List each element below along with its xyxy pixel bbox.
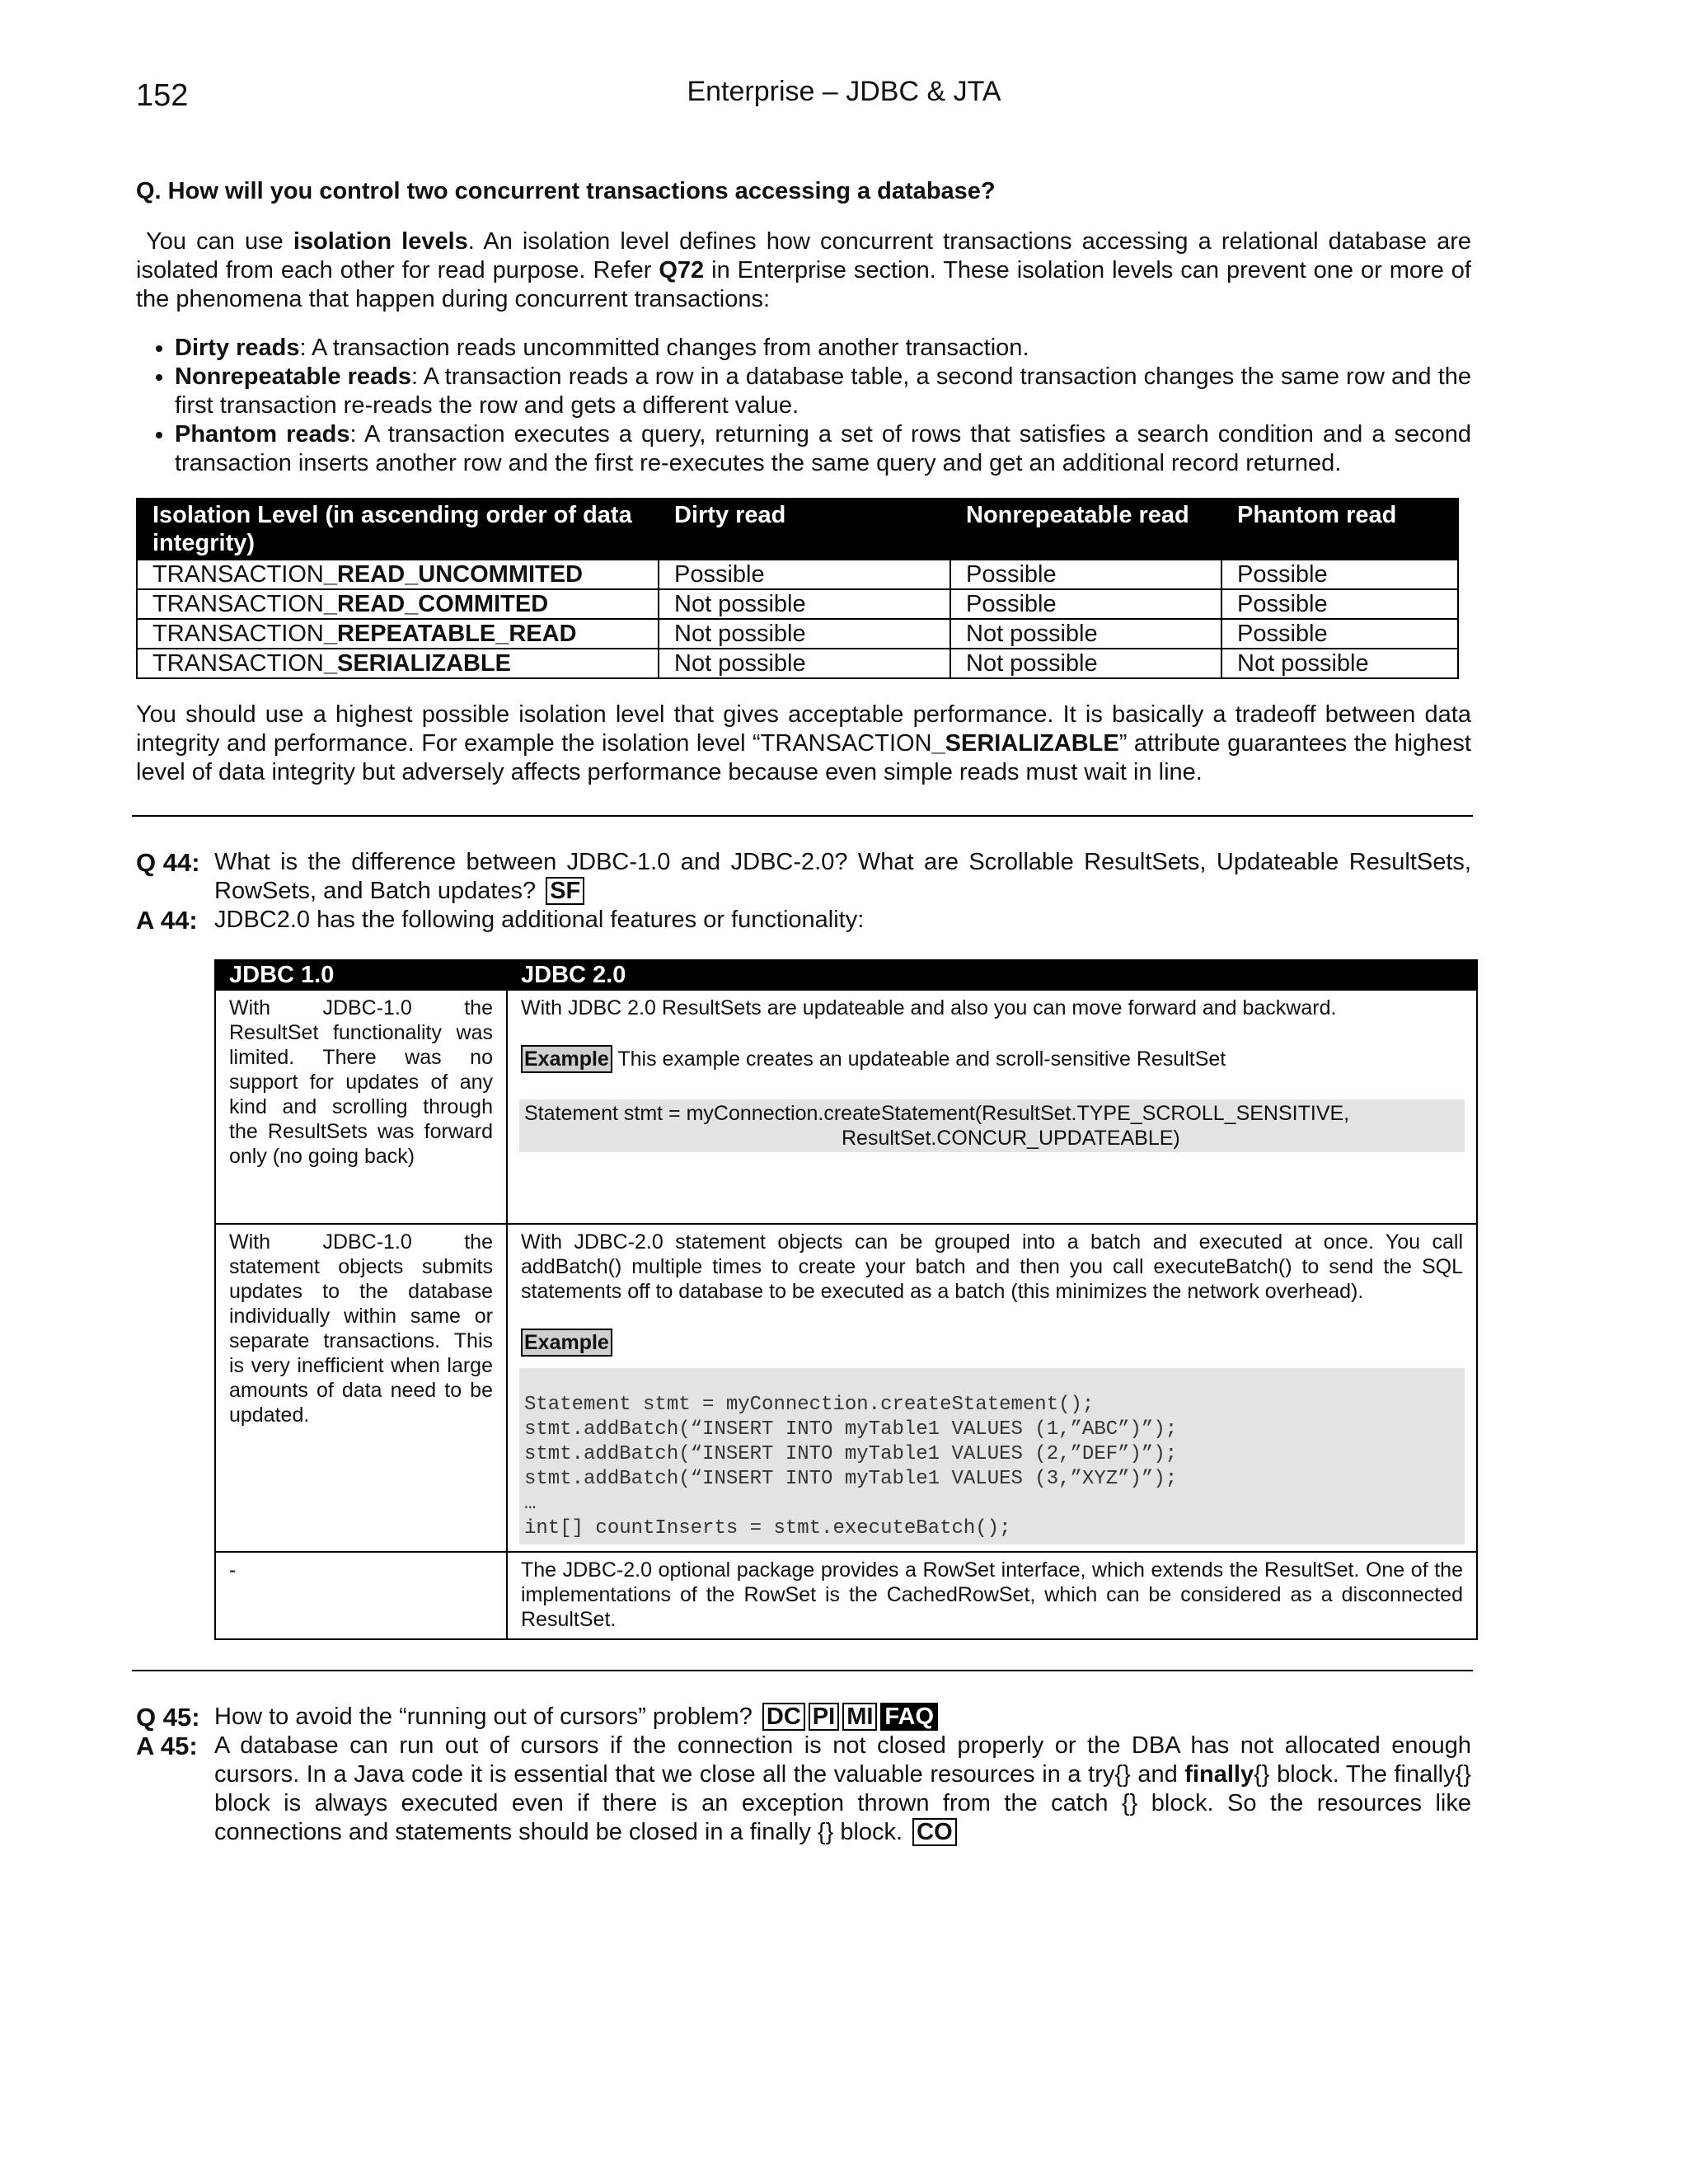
q45-question: Q 45: How to avoid the “running out of cursors” problem? DC PI MI FAQ [136, 1703, 1471, 1732]
co-tag: CO [912, 1818, 957, 1846]
q44-answer: A 44: JDBC2.0 has the following additional features or functionality: [136, 906, 865, 935]
table-row: With JDBC-1.0 the ResultSet functionality was limited. There was no support for updates of any kind and scrolling through the ResultSets was forward only (no going back) With JDBC 2.0 ResultSets are updateable and also you can move forward and backward. Example This example creates an updateable and scroll-sensitive ResultSet Statement stmt = myConnection.createStatement(ResultSet.TYPE_SCROLL_SENSITIVE, ResultSet.CONCUR_UPDATEABLE) [215, 990, 1477, 1224]
isolation-levels-term: isolation levels [293, 228, 468, 255]
table-row: With JDBC-1.0 the statement objects submits updates to the database individually within same or separate transactions. This is very inefficient when large amounts of data need to be updated. With JDBC-2.0 statement objects can be grouped into a batch and executed at once. You call addBatch() multiple times to create your batch and then you call executeBatch() to send the SQL statements off to database to be executed as a batch (this minimizes the network overhead). Example Statement stmt = myConnection.createStatement(); stmt.addBatch(“INSERT INTO myTable1 VALUES (1,”ABC”)”); stmt.addBatch(“INSERT INTO myTable1 VALUES (2,”DEF”)”); stmt.addBatch(“INSERT INTO myTable1 VALUES (3,”XYZ”)”); … int[] countInserts = stmt.executeBatch(); [215, 1224, 1477, 1552]
q44-question: Q 44: What is the difference between JDBC-1.0 and JDBC-2.0? What are Scrollable ResultSets, Updateable ResultSets, RowSets, and Batch updates? SF [136, 848, 1471, 904]
phenomena-list [136, 334, 1471, 478]
section-divider [132, 1670, 1473, 1671]
list-item: • Nonrepeatable reads: A transaction reads a row in a database table, a second transaction changes the same row and the first transaction re-reads the row and gets a different value. [175, 363, 1471, 420]
code-block: Statement stmt = myConnection.createStatement(); stmt.addBatch(“INSERT INTO myTable1 VALUES (1,”ABC”)”); stmt.addBatch(“INSERT INTO myTable1 VALUES (2,”DEF”)”); stmt.addBatch(“INSERT INTO myTable1 VALUES (3,”XYZ”)”); … int[] countInserts = stmt.executeBatch(); [519, 1368, 1465, 1544]
isolation-intro: You can use isolation levels. An isolation level defines how concurrent transactions accessing a relational database are isolated from each other for read purpose. Refer Q72 in Enterprise section. These isolation levels can prevent one or more of the phenomena that happen during concurrent transactions: [136, 228, 1471, 312]
pi-tag: PI [809, 1703, 839, 1731]
q45-answer: A 45: A database can run out of cursors if the connection is not closed properly or the DBA has not allocated enough cursors. In a Java code it is essential that we close all the valuable resources in a try{} and finally{} block. The finally{} block is always executed even if there is an exception thrown from the catch {} block. So the resources like connections and statements should be closed in a finally {} block. CO [136, 1732, 1471, 1845]
page-content [136, 177, 1471, 1847]
isolation-conclusion: You should use a highest possible isolation level that gives acceptable performance. It is basically a tradeoff between data integrity and performance. For example the isolation level “TRANSACTION_SERIALIZABLE” attribute guarantees the highest level of data integrity but adversely affects performance because even simple reads must wait in line. [136, 701, 1471, 785]
jdbc-comparison-table [214, 959, 1478, 1640]
example-label: Example [521, 1329, 612, 1357]
code-block: Statement stmt = myConnection.createStatement(ResultSet.TYPE_SCROLL_SENSITIVE, ResultSet.CONCUR_UPDATEABLE) [519, 1099, 1465, 1152]
example-label: Example [521, 1045, 612, 1073]
faq-tag: FAQ [880, 1703, 938, 1731]
table-row: TRANSACTION_SERIALIZABLE Not possible Not possible Not possible [137, 649, 1458, 678]
table-row: TRANSACTION_READ_UNCOMMITED Possible Possible Possible [137, 560, 1458, 589]
table-row: TRANSACTION_READ_COMMITED Not possible Possible Possible [137, 589, 1458, 619]
running-head: Enterprise – JDBC & JTA [687, 76, 1001, 107]
dc-tag: DC [762, 1703, 805, 1731]
list-item: • Phantom reads: A transaction executes a query, returning a set of rows that satisfies a search condition and a second transaction inserts another row and the first re-executes the same query and get an additional record returned. [175, 420, 1471, 478]
table-row: - The JDBC-2.0 optional package provides a RowSet interface, which extends the ResultSet. One of the implementations of the RowSet is the CachedRowSet, which can be considered as a disconnected ResultSet. [215, 1552, 1477, 1639]
isolation-question: Q. How will you control two concurrent transactions accessing a database? [136, 178, 996, 204]
section-divider [132, 815, 1473, 817]
list-item: • Dirty reads: A transaction reads uncommitted changes from another transaction. [175, 334, 1471, 363]
q44-block [136, 848, 1471, 1640]
q72-ref: Q72 [659, 257, 705, 284]
table-row: TRANSACTION_REPEATABLE_READ Not possible Not possible Possible [137, 619, 1458, 649]
page-number: 152 [136, 78, 189, 113]
mi-tag: MI [842, 1703, 877, 1731]
table-header-row: Isolation Level (in ascending order of data integrity) Dirty read Nonrepeatable read Phantom read [137, 499, 1458, 560]
sf-tag: SF [546, 877, 584, 905]
q45-block [136, 1703, 1471, 1847]
isolation-table [136, 498, 1459, 679]
table-header-row: JDBC 1.0 JDBC 2.0 [215, 960, 1477, 990]
